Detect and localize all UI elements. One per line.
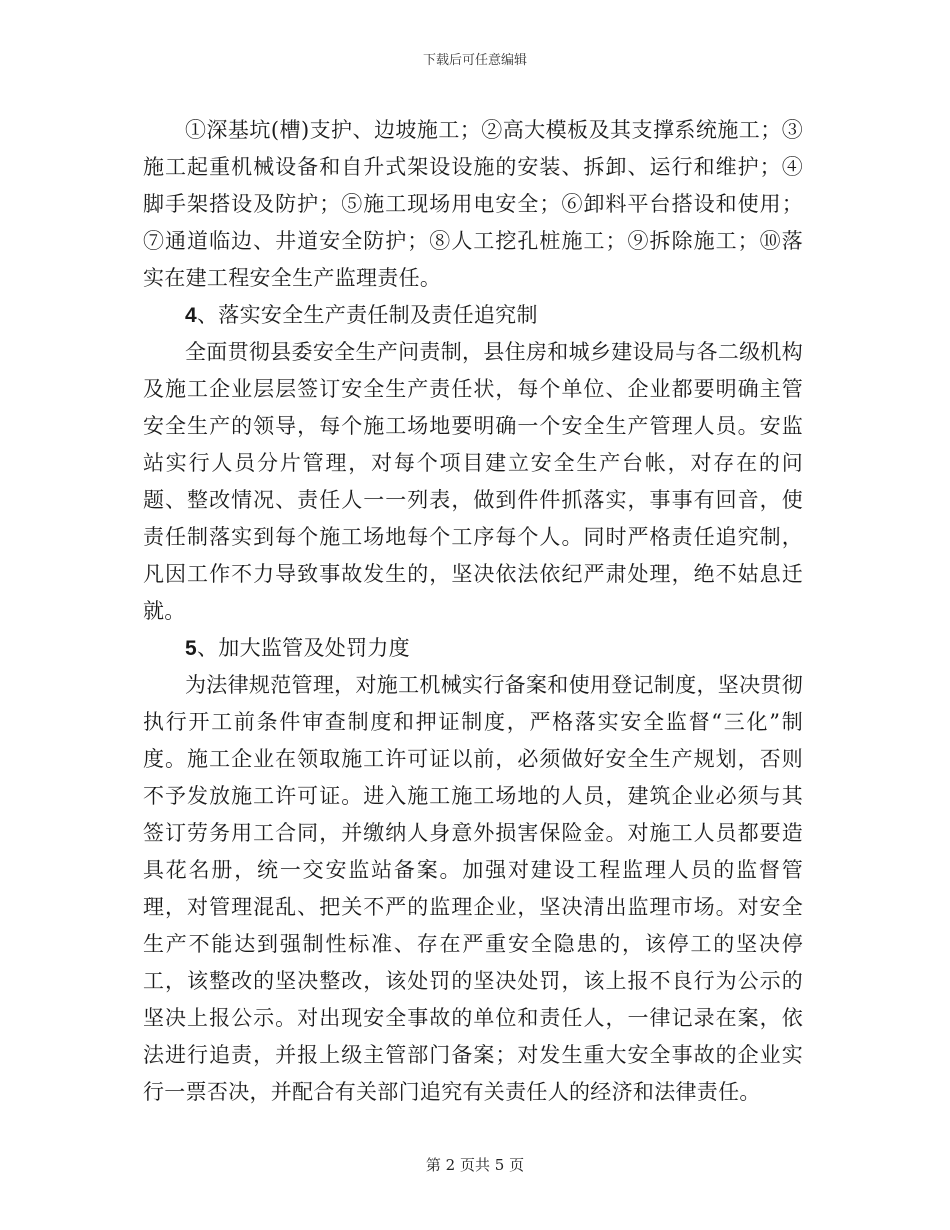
section-heading-5 bbox=[143, 630, 803, 667]
paragraph-responsibility: 全面贯彻县委安全生产问责制，县住房和城乡建设局与各二级机构及施工企业层层签订安全生产责任状，每个单位、企业都要明确主管安全生产的领导，每个施工场地要明确一个安全生产管理人员。安监站实行人员分片管理，对每个项目建立安全生产台帐，对存在的问题、整改情况、责任人一一列表，做到件件抓落实，事事有回音，使责任制落实到每个施工场地每个工序每个人。同时严格责任追究制，凡因工作不力导致事故发生的，坚决依法依纪严肃处理，绝不姑息迁就。 bbox=[143, 340, 803, 623]
section-number-4: 4 bbox=[185, 304, 197, 327]
document-body bbox=[143, 112, 803, 1111]
section-title-4: 、落实安全生产责任制及责任追究制 bbox=[196, 303, 538, 327]
section-title-5: 、加大监管及处罚力度 bbox=[196, 636, 410, 660]
section-heading-4 bbox=[143, 297, 803, 334]
page-footer: 第 2 页共 5 页 bbox=[425, 1156, 525, 1174]
page-header: 下载后可任意编辑 bbox=[422, 53, 527, 68]
paragraph-safety-items: ①深基坑(槽)支护、边坡施工；②高大模板及其支撑系统施工；③施工起重机械设备和自升式架设设施的安装、拆卸、运行和维护；④脚手架搭设及防护；⑤施工现场用电安全；⑥卸料平台搭设和使用；⑦通道临边、井道安全防护；⑧人工挖孔桩施工；⑨拆除施工；⑩落实在建工程安全生产监理责任。 bbox=[143, 118, 803, 290]
section-number-5: 5 bbox=[185, 637, 197, 660]
paragraph-supervision: 为法律规范管理，对施工机械实行备案和使用登记制度，坚决贯彻执行开工前条件审查制度和押证制度，严格落实安全监督“三化”制度。施工企业在领取施工许可证以前，必须做好安全生产规划，否则不予发放施工许可证。进入施工施工场地的人员，建筑企业必须与其签订劳务用工合同，并缴纳人身意外损害保险金。对施工人员都要造具花名册，统一交安监站备案。加强对建设工程监理人员的监督管理，对管理混乱、把关不严的监理企业，坚决清出监理市场。对安全生产不能达到强制性标准、存在严重安全隐患的，该停工的坚决停工，该整改的坚决整改，该处罚的坚决处罚，该上报不良行为公示的坚决上报公示。对出现安全事故的单位和责任人，一律记录在案，依法进行追责，并报上级主管部门备案；对发生重大安全事故的企业实行一票否决，并配合有关部门追究有关责任人的经济和法律责任。 bbox=[143, 673, 803, 1104]
